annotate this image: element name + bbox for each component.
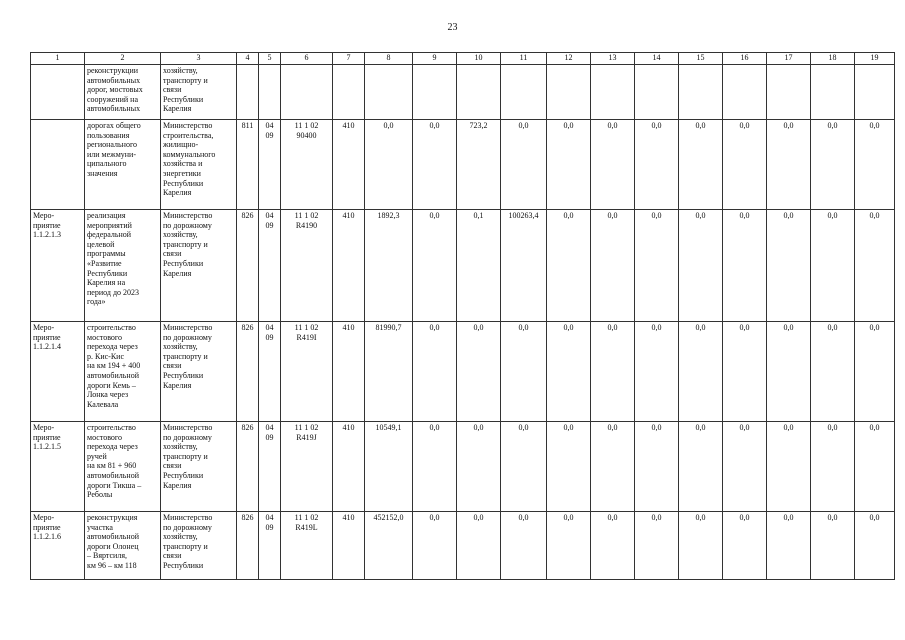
value-cell: 0,0 <box>855 322 895 422</box>
value-cell: 0,0 <box>501 120 547 210</box>
grbs-cell: 826 <box>237 322 259 422</box>
grbs-cell <box>237 65 259 120</box>
value-cell: 0,0 <box>591 210 635 322</box>
measure-code-cell: Меро- приятие 1.1.2.1.6 <box>31 512 85 580</box>
executor-cell: Министерство строительства, жилищно- коммунального хозяйства и энергетики Республики Карелия <box>161 120 237 210</box>
section-cell: 04 09 <box>259 422 281 512</box>
value-cell: 0,0 <box>413 422 457 512</box>
expense-type-cell: 410 <box>333 422 365 512</box>
value-cell: 0,0 <box>591 322 635 422</box>
executor-cell: Министерство по дорожному хозяйству, транспорту и связи Республики Карелия <box>161 422 237 512</box>
value-cell: 0,0 <box>413 120 457 210</box>
expense-type-cell <box>333 65 365 120</box>
value-cell: 0,0 <box>679 512 723 580</box>
value-cell: 100263,4 <box>501 210 547 322</box>
value-cell: 0,0 <box>723 322 767 422</box>
value-cell: 0,0 <box>591 512 635 580</box>
target-article-cell <box>281 65 333 120</box>
measure-name-cell: дорогах общего пользования регионального или межмуни- ципального значения <box>85 120 161 210</box>
value-cell: 0,0 <box>811 322 855 422</box>
expense-type-cell: 410 <box>333 322 365 422</box>
value-cell <box>501 65 547 120</box>
measure-name-cell: строительство мостового перехода через р. Кис-Кис на км 194 + 400 автомобильной дороги Кемь – Лонка через Калевала <box>85 322 161 422</box>
value-cell: 0,0 <box>547 210 591 322</box>
value-cell: 0,0 <box>591 120 635 210</box>
target-article-cell: 11 1 02 90400 <box>281 120 333 210</box>
value-cell: 0,0 <box>413 322 457 422</box>
value-cell: 0,0 <box>635 120 679 210</box>
value-cell <box>855 65 895 120</box>
column-header: 3 <box>161 53 237 65</box>
value-cell: 81990,7 <box>365 322 413 422</box>
value-cell: 0,0 <box>679 422 723 512</box>
column-header: 17 <box>767 53 811 65</box>
value-cell <box>635 65 679 120</box>
value-cell: 0,0 <box>635 422 679 512</box>
value-cell: 0,0 <box>547 120 591 210</box>
expense-type-cell: 410 <box>333 512 365 580</box>
value-cell: 0,0 <box>457 512 501 580</box>
value-cell: 0,0 <box>767 422 811 512</box>
value-cell: 0,0 <box>767 512 811 580</box>
value-cell: 0,0 <box>811 210 855 322</box>
value-cell: 0,0 <box>635 210 679 322</box>
column-header: 13 <box>591 53 635 65</box>
expense-type-cell: 410 <box>333 120 365 210</box>
measure-code-cell: Меро- приятие 1.1.2.1.4 <box>31 322 85 422</box>
value-cell: 1892,3 <box>365 210 413 322</box>
column-header: 1 <box>31 53 85 65</box>
table-row <box>31 210 895 322</box>
section-cell: 04 09 <box>259 210 281 322</box>
value-cell: 0,0 <box>767 322 811 422</box>
value-cell: 0,0 <box>855 120 895 210</box>
measure-name-cell: реализация мероприятий федеральной целевой программы «Развитие Республики Карелия на период до 2023 года» <box>85 210 161 322</box>
section-cell: 04 09 <box>259 322 281 422</box>
value-cell: 723,2 <box>457 120 501 210</box>
table-row <box>31 422 895 512</box>
value-cell: 0,0 <box>679 120 723 210</box>
value-cell: 0,0 <box>855 210 895 322</box>
target-article-cell: 11 1 02 R419I <box>281 322 333 422</box>
value-cell <box>811 65 855 120</box>
value-cell: 0,0 <box>501 512 547 580</box>
executor-cell: хозяйству, транспорту и связи Республики Карелия <box>161 65 237 120</box>
measure-code-cell <box>31 120 85 210</box>
value-cell <box>591 65 635 120</box>
executor-cell: Министерство по дорожному хозяйству, транспорту и связи Республики <box>161 512 237 580</box>
measure-name-cell: реконструкции автомобильных дорог, мостовых сооружений на автомобильных <box>85 65 161 120</box>
table-row <box>31 65 895 120</box>
measure-code-cell: Меро- приятие 1.1.2.1.5 <box>31 422 85 512</box>
column-header: 5 <box>259 53 281 65</box>
column-header: 19 <box>855 53 895 65</box>
value-cell: 0,0 <box>501 322 547 422</box>
value-cell: 0,0 <box>679 210 723 322</box>
column-header: 12 <box>547 53 591 65</box>
expense-type-cell: 410 <box>333 210 365 322</box>
value-cell: 0,0 <box>547 322 591 422</box>
grbs-cell: 826 <box>237 422 259 512</box>
value-cell: 0,0 <box>501 422 547 512</box>
value-cell: 0,0 <box>413 512 457 580</box>
executor-cell: Министерство по дорожному хозяйству, транспорту и связи Республики Карелия <box>161 322 237 422</box>
value-cell: 0,0 <box>811 120 855 210</box>
value-cell: 0,0 <box>635 512 679 580</box>
column-header: 8 <box>365 53 413 65</box>
value-cell: 0,1 <box>457 210 501 322</box>
value-cell: 0,0 <box>855 512 895 580</box>
column-header: 7 <box>333 53 365 65</box>
value-cell <box>723 65 767 120</box>
value-cell: 0,0 <box>635 322 679 422</box>
column-header: 2 <box>85 53 161 65</box>
value-cell: 0,0 <box>767 210 811 322</box>
value-cell: 0,0 <box>767 120 811 210</box>
column-header: 4 <box>237 53 259 65</box>
column-header: 6 <box>281 53 333 65</box>
value-cell: 0,0 <box>457 322 501 422</box>
value-cell: 0,0 <box>413 210 457 322</box>
value-cell: 452152,0 <box>365 512 413 580</box>
header-row <box>31 53 895 65</box>
measure-name-cell: реконструкция участка автомобильной дороги Олонец – Вяртсиля, км 96 – км 118 <box>85 512 161 580</box>
column-header: 14 <box>635 53 679 65</box>
page-number: 23 <box>447 22 458 33</box>
value-cell <box>365 65 413 120</box>
executor-cell: Министерство по дорожному хозяйству, транспорту и связи Республики Карелия <box>161 210 237 322</box>
value-cell: 10549,1 <box>365 422 413 512</box>
value-cell: 0,0 <box>547 422 591 512</box>
value-cell: 0,0 <box>723 512 767 580</box>
grbs-cell: 826 <box>237 512 259 580</box>
measure-name-cell: строительство мостового перехода через ручей на км 81 + 960 автомобильной дороги Тикша – Реболы <box>85 422 161 512</box>
column-header: 18 <box>811 53 855 65</box>
value-cell <box>413 65 457 120</box>
grbs-cell: 826 <box>237 210 259 322</box>
value-cell: 0,0 <box>365 120 413 210</box>
table-row <box>31 120 895 210</box>
target-article-cell: 11 1 02 R4190 <box>281 210 333 322</box>
section-cell: 04 09 <box>259 120 281 210</box>
value-cell <box>679 65 723 120</box>
table-row <box>31 322 895 422</box>
section-cell <box>259 65 281 120</box>
budget-table <box>30 52 895 580</box>
value-cell: 0,0 <box>811 422 855 512</box>
measure-code-cell <box>31 65 85 120</box>
column-header: 16 <box>723 53 767 65</box>
column-header: 15 <box>679 53 723 65</box>
value-cell <box>547 65 591 120</box>
table-row <box>31 512 895 580</box>
value-cell: 0,0 <box>547 512 591 580</box>
column-header: 10 <box>457 53 501 65</box>
column-header: 11 <box>501 53 547 65</box>
section-cell: 04 09 <box>259 512 281 580</box>
value-cell: 0,0 <box>723 120 767 210</box>
target-article-cell: 11 1 02 R419L <box>281 512 333 580</box>
measure-code-cell: Меро- приятие 1.1.2.1.3 <box>31 210 85 322</box>
column-header: 9 <box>413 53 457 65</box>
value-cell: 0,0 <box>723 422 767 512</box>
value-cell: 0,0 <box>457 422 501 512</box>
value-cell: 0,0 <box>855 422 895 512</box>
grbs-cell: 811 <box>237 120 259 210</box>
value-cell <box>457 65 501 120</box>
value-cell: 0,0 <box>591 422 635 512</box>
value-cell <box>767 65 811 120</box>
value-cell: 0,0 <box>811 512 855 580</box>
value-cell: 0,0 <box>679 322 723 422</box>
value-cell: 0,0 <box>723 210 767 322</box>
target-article-cell: 11 1 02 R419J <box>281 422 333 512</box>
